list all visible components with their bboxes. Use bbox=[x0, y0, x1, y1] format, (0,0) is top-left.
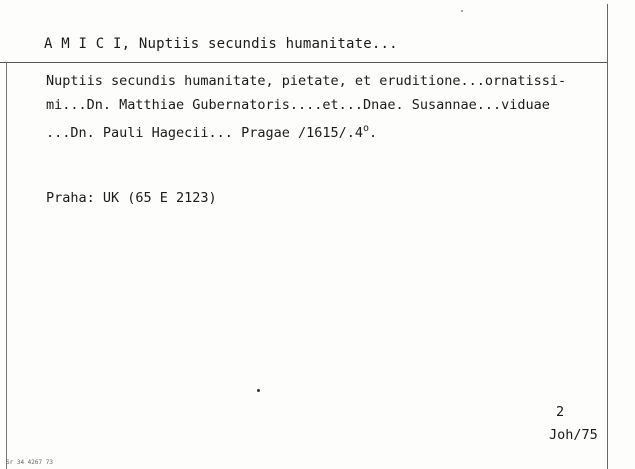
description-line: mi...Dn. Matthiae Gubernatoris....et...Dnae. Susannae...viduae bbox=[46, 97, 550, 113]
printer-code: Sr 34 4267 73 bbox=[6, 459, 53, 466]
ink-speck bbox=[461, 10, 463, 12]
description-line-text: ...Dn. Pauli Hagecii... Pragae /1615/.4 bbox=[46, 125, 363, 141]
description-line: Nuptiis secundis humanitate, pietate, et eruditione...ornatissi- bbox=[46, 73, 567, 89]
degree-superscript: o bbox=[362, 123, 370, 134]
left-margin-rule bbox=[6, 62, 7, 469]
right-margin-rule bbox=[607, 4, 608, 469]
description-line-last bbox=[46, 117, 566, 141]
header-rule bbox=[0, 62, 608, 63]
corner-number: 2 bbox=[556, 404, 565, 420]
description-line-end: . bbox=[369, 125, 378, 141]
corner-signature: Joh/75 bbox=[549, 427, 598, 443]
shelf-location: Praha: UK (65 E 2123) bbox=[46, 190, 217, 206]
card-heading: A M I C I, Nuptiis secundis humanitate... bbox=[44, 36, 398, 52]
ink-speck bbox=[257, 389, 260, 392]
description-block bbox=[46, 69, 566, 141]
